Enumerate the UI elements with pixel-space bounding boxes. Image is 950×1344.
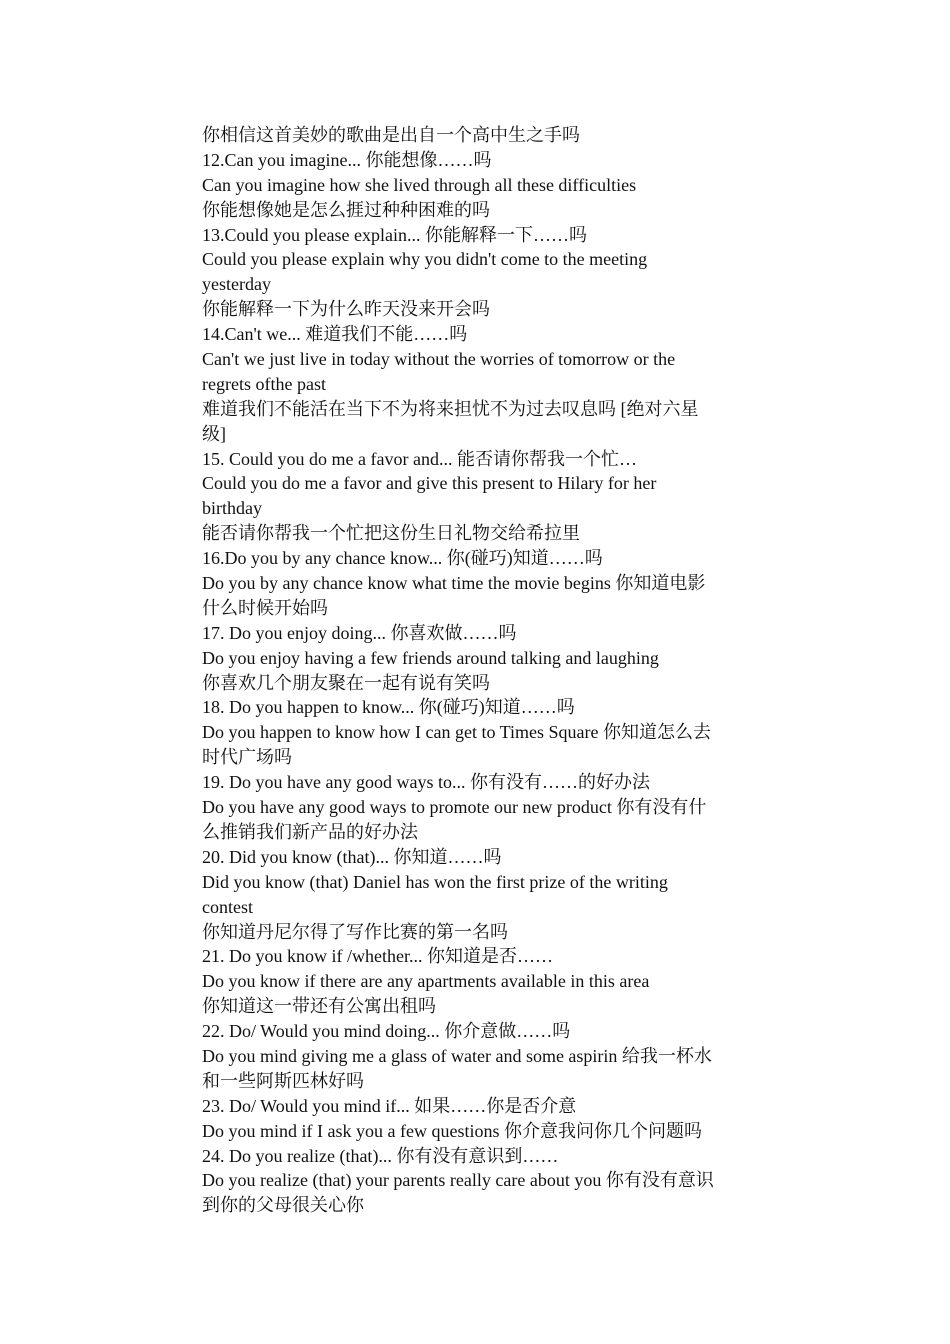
text-line: 你知道丹尼尔得了写作比赛的第一名吗 bbox=[202, 921, 508, 942]
text-line: Do you realize (that) your parents really care about you 你有没有意识 bbox=[202, 1170, 714, 1191]
text-line: Do you enjoy having a few friends around talking and laughing bbox=[202, 647, 659, 668]
text-line: Do you have any good ways to promote our new product 你有没有什 bbox=[202, 797, 707, 818]
text-line: Do you mind if I ask you a few questions 你介意我问你几个问题吗 bbox=[202, 1120, 702, 1141]
text-line: regrets ofthe past bbox=[202, 373, 326, 394]
text-line: 19. Do you have any good ways to... 你有没有……的好办法 bbox=[202, 772, 650, 793]
text-line: 12.Can you imagine... 你能想像……吗 bbox=[202, 149, 492, 170]
text-line: 时代广场吗 bbox=[202, 747, 292, 768]
text-line: contest bbox=[202, 896, 253, 917]
text-line: 21. Do you know if /whether... 你知道是否…… bbox=[202, 946, 553, 967]
text-line: 23. Do/ Would you mind if... 如果……你是否介意 bbox=[202, 1095, 577, 1116]
text-line: Do you mind giving me a glass of water and some aspirin 给我一杯水 bbox=[202, 1045, 712, 1066]
text-line: 能否请你帮我一个忙把这份生日礼物交给希拉里 bbox=[202, 523, 580, 544]
text-line: Do you happen to know how I can get to Times Square 你知道怎么去 bbox=[202, 722, 711, 743]
text-line: 什么时候开始吗 bbox=[202, 597, 328, 618]
text-line: 到你的父母很关心你 bbox=[202, 1195, 364, 1216]
text-line: Could you do me a favor and give this present to Hilary for her bbox=[202, 473, 657, 494]
text-line: 24. Do you realize (that)... 你有没有意识到…… bbox=[202, 1145, 559, 1166]
text-line: Do you by any chance know what time the movie begins 你知道电影 bbox=[202, 573, 706, 594]
text-line: 16.Do you by any chance know... 你(碰巧)知道……吗 bbox=[202, 548, 603, 569]
text-line: 你能解释一下为什么昨天没来开会吗 bbox=[202, 299, 490, 320]
text-line: 和一些阿斯匹林好吗 bbox=[202, 1070, 364, 1091]
text-line: 级] bbox=[202, 423, 226, 444]
text-line: Do you know if there are any apartments available in this area bbox=[202, 971, 650, 992]
text-line: 14.Can't we... 难道我们不能……吗 bbox=[202, 324, 468, 345]
text-line: 17. Do you enjoy doing... 你喜欢做……吗 bbox=[202, 622, 517, 643]
text-line: 22. Do/ Would you mind doing... 你介意做……吗 bbox=[202, 1021, 571, 1042]
text-line: Could you please explain why you didn't come to the meeting bbox=[202, 249, 648, 270]
text-line: 难道我们不能活在当下不为将来担忧不为过去叹息吗 [绝对六星 bbox=[202, 398, 699, 419]
text-line: Can't we just live in today without the worries of tomorrow or the bbox=[202, 349, 676, 370]
text-line: 你能想像她是怎么捱过种种困难的吗 bbox=[202, 199, 490, 220]
text-line: 么推销我们新产品的好办法 bbox=[202, 821, 418, 842]
text-line: yesterday bbox=[202, 274, 271, 295]
text-line: 18. Do you happen to know... 你(碰巧)知道……吗 bbox=[202, 697, 575, 718]
text-line: 15. Could you do me a favor and... 能否请你帮我一个忙… bbox=[202, 448, 637, 469]
text-line: 你知道这一带还有公寓出租吗 bbox=[202, 996, 436, 1017]
text-line: birthday bbox=[202, 498, 262, 519]
text-line: 你喜欢几个朋友聚在一起有说有笑吗 bbox=[202, 672, 490, 693]
text-line: Can you imagine how she lived through all these difficulties bbox=[202, 174, 637, 195]
text-line: 13.Could you please explain... 你能解释一下……吗 bbox=[202, 224, 587, 245]
text-line: Did you know (that) Daniel has won the first prize of the writing bbox=[202, 871, 668, 892]
text-line: 20. Did you know (that)... 你知道……吗 bbox=[202, 846, 502, 867]
document-text bbox=[202, 123, 752, 1218]
text-line: 你相信这首美妙的歌曲是出自一个高中生之手吗 bbox=[202, 125, 580, 145]
